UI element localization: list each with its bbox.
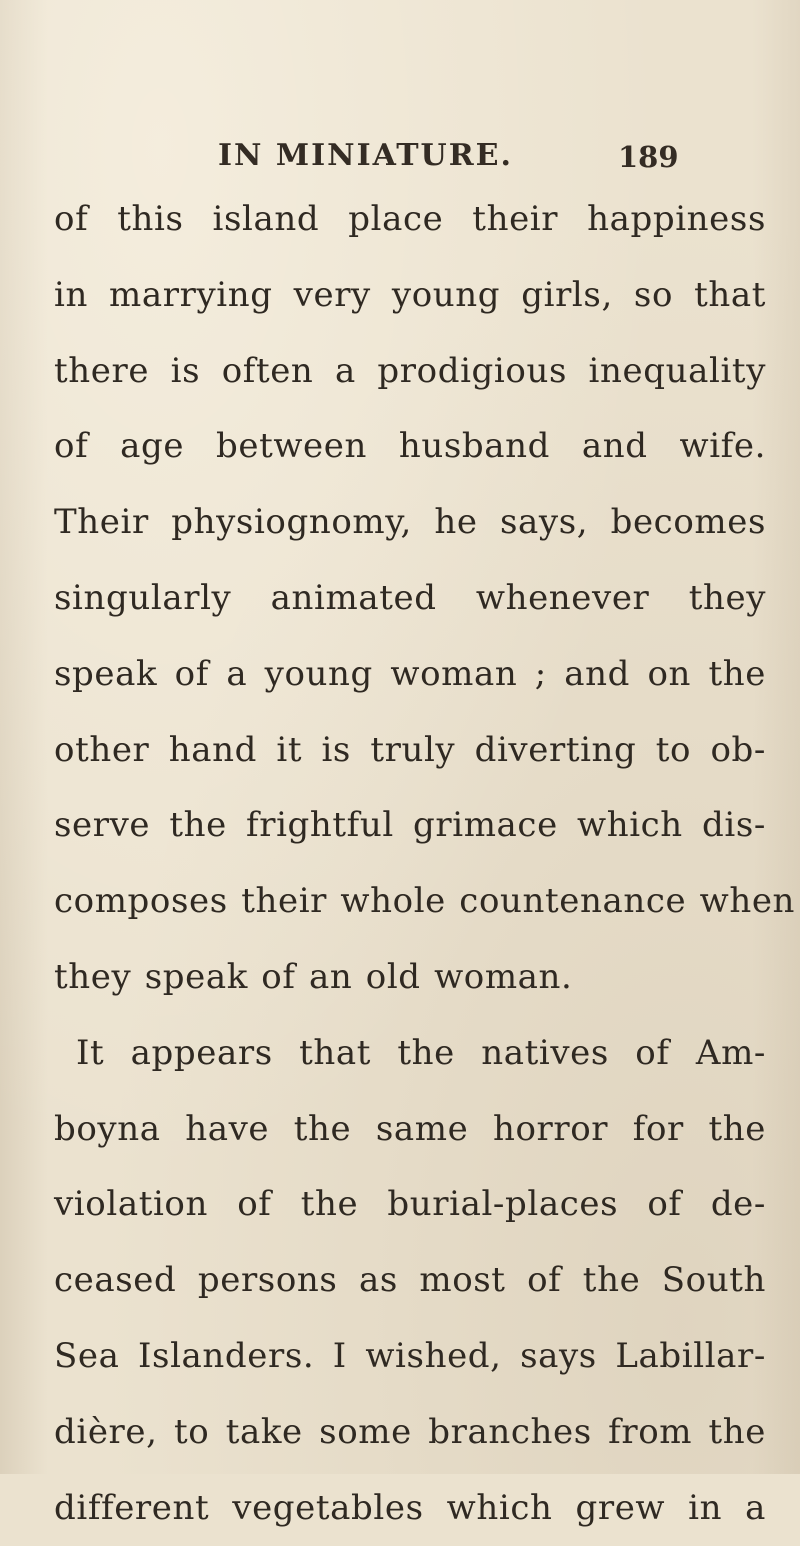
text-line: speak of a young woman ; and on the: [54, 653, 766, 694]
paragraph-start-line: It appears that the natives of Am-: [76, 1032, 766, 1073]
text-line: boyna have the same horror for the: [54, 1108, 766, 1149]
text-line: different vegetables which grew in a: [54, 1487, 766, 1528]
text-line: violation of the burial-places of de-: [54, 1184, 766, 1225]
text-line: dière, to take some branches from the: [54, 1411, 766, 1452]
page-number: 189: [618, 140, 679, 174]
text-line: ceased persons as most of the South: [54, 1260, 766, 1301]
text-line: serve the frightful grimace which dis-: [54, 805, 766, 846]
text-line: Sea Islanders. I wished, says Labillar-: [54, 1335, 766, 1376]
text-line: Their physiognomy, he says, becomes: [54, 502, 766, 543]
running-head-title: IN MINIATURE.: [218, 138, 513, 173]
text-line: they speak of an old woman.: [54, 956, 573, 997]
text-line: of this island place their happiness: [54, 199, 766, 239]
body-text: [54, 182, 796, 1546]
running-head: [0, 128, 800, 180]
text-line: of age between husband and wife.: [54, 426, 766, 467]
text-line: other hand it is truly diverting to ob-: [54, 729, 766, 770]
text-line: singularly animated whenever they: [54, 577, 766, 618]
text-line: composes their whole countenance when: [54, 881, 796, 922]
text-line: in marrying very young girls, so that: [54, 274, 766, 315]
text-line: there is often a prodigious inequality: [54, 350, 766, 391]
